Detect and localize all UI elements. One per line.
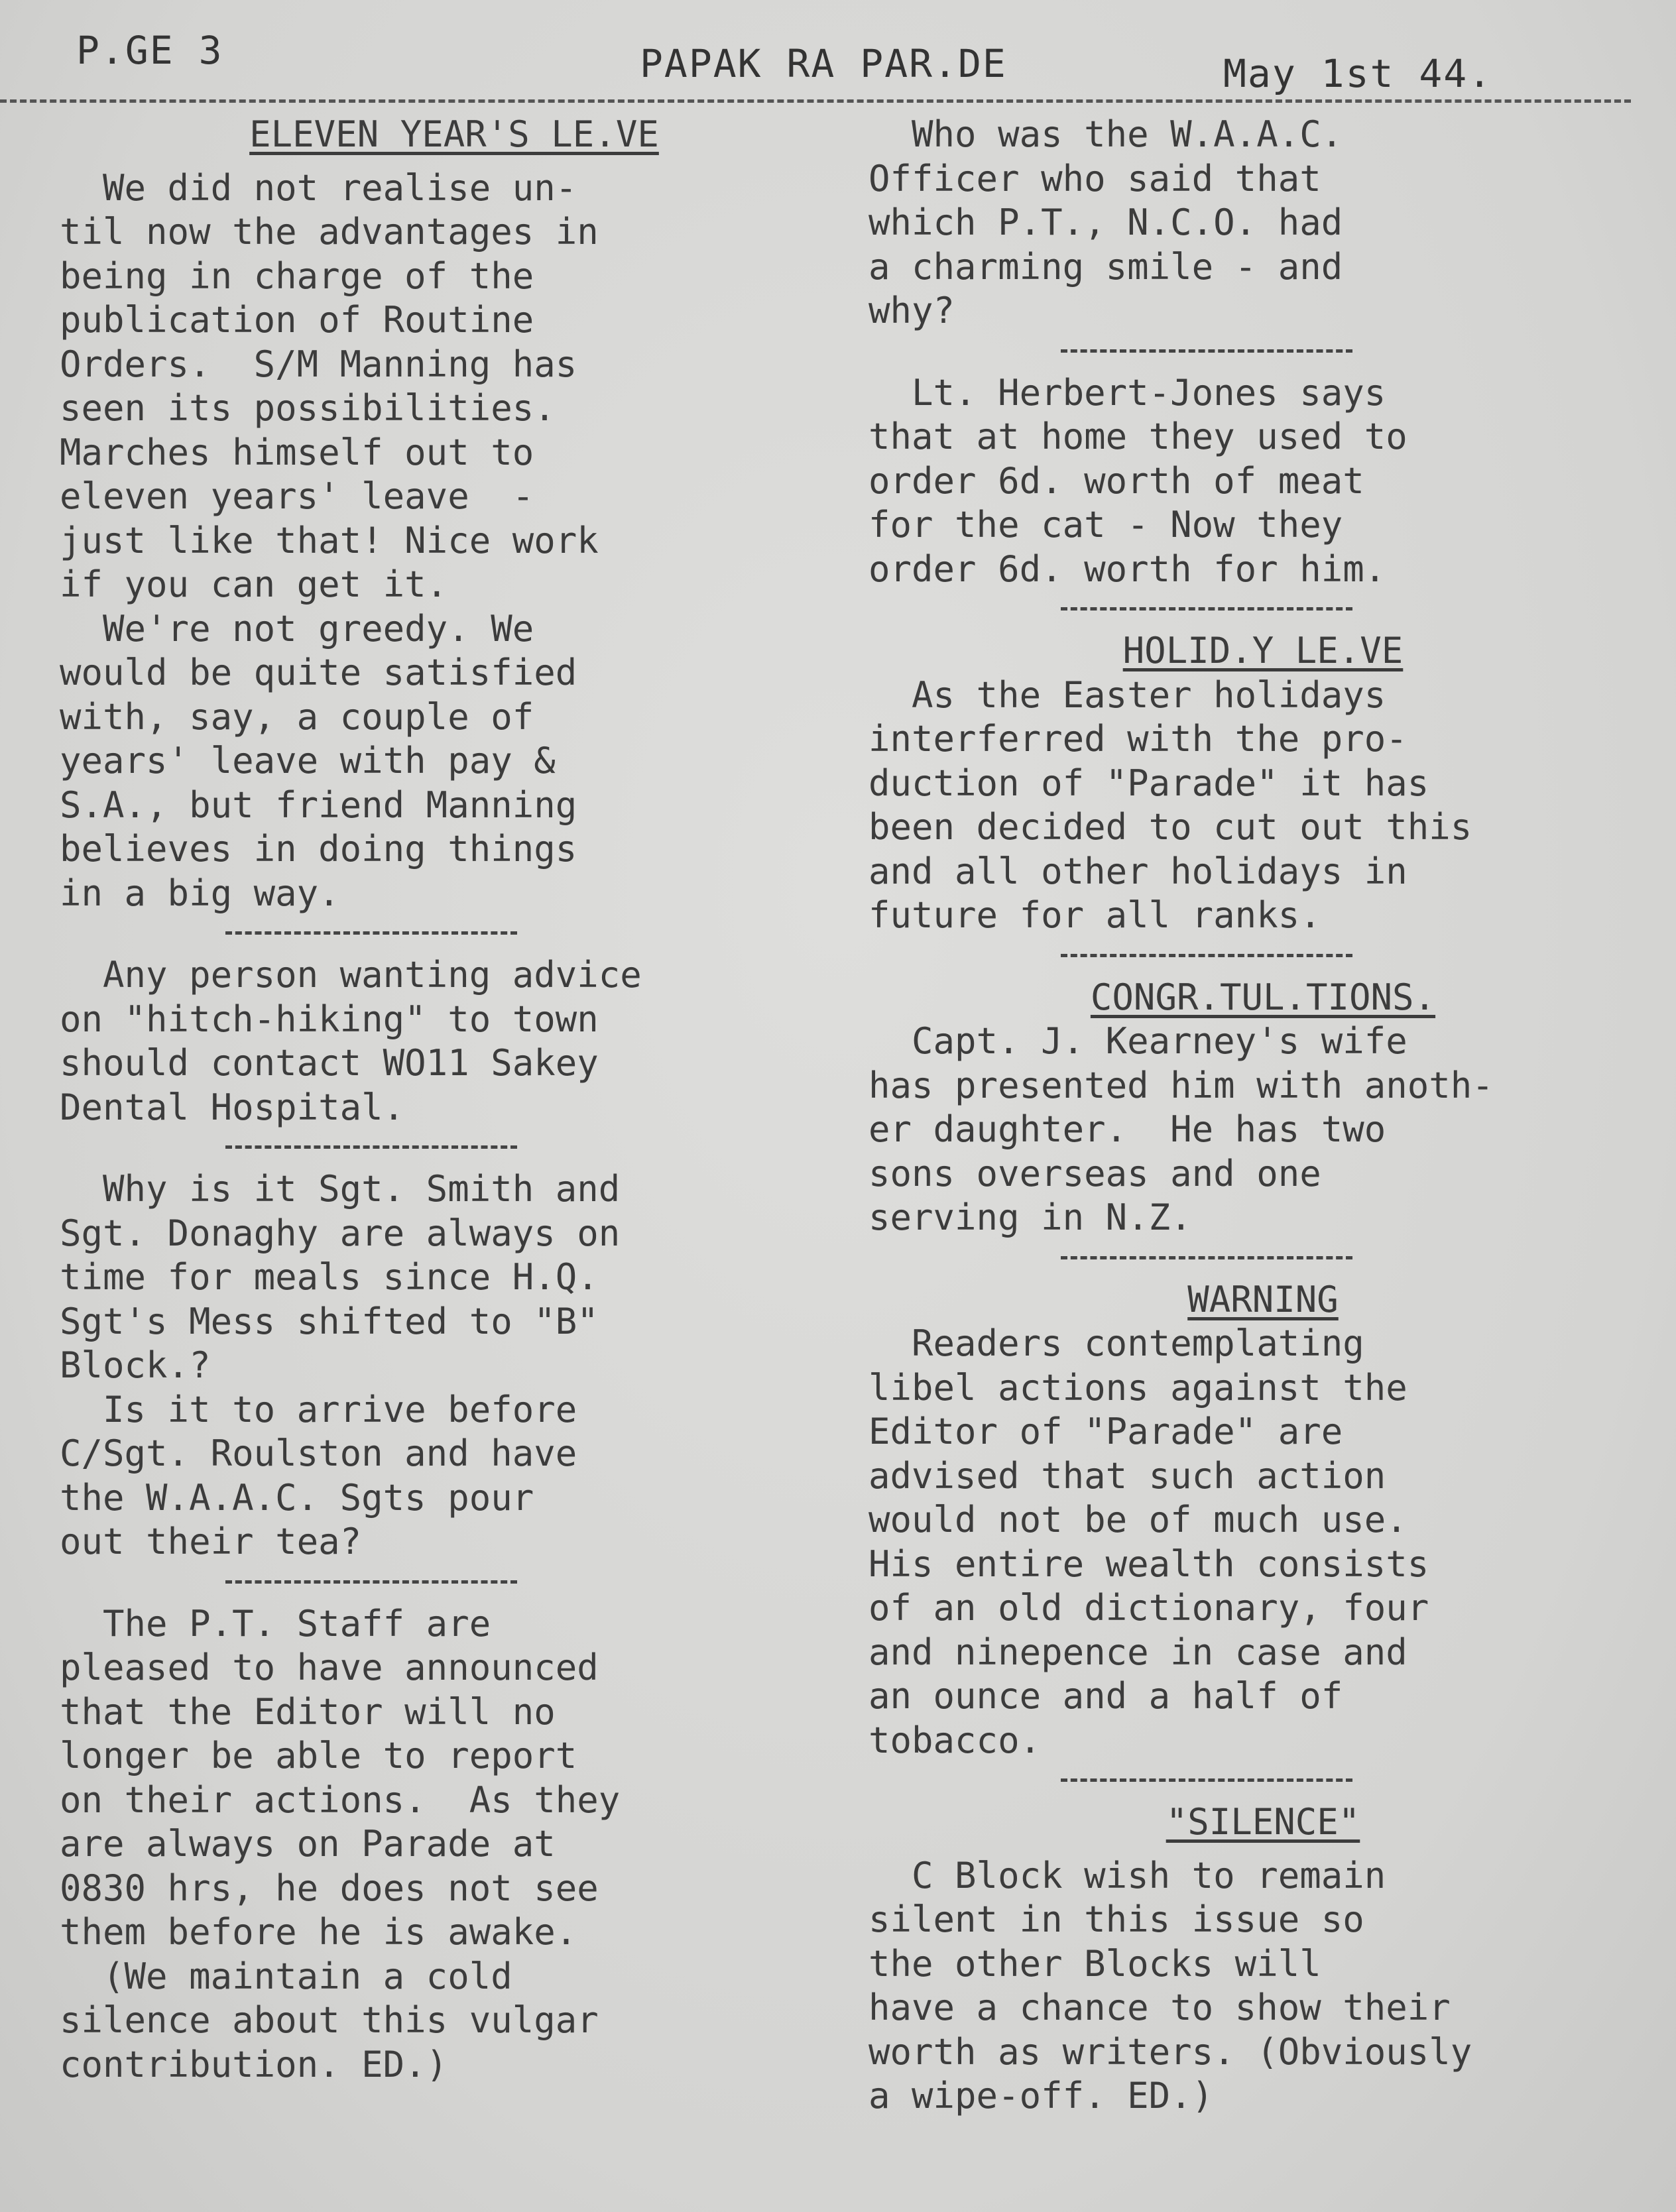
holiday-body: As the Easter holidays interferred with the pro- duction of "Parade" it has been decided to cut out this and all other holidays in future for all ranks.	[868, 673, 1472, 936]
silence-body: C Block wish to remain silent in this issue so the other Blocks will have a chance to show their worth as writers. (Obviously a wipe-off. ED.)	[868, 1854, 1472, 2117]
separator	[1061, 954, 1352, 957]
holiday-title: HOLID.Y LE.VE	[1122, 630, 1404, 671]
page-number: P.GE 3	[76, 28, 223, 73]
right-column	[868, 113, 1657, 2119]
left-column	[60, 113, 822, 2087]
separator	[1061, 349, 1352, 353]
separator	[1061, 1778, 1352, 1782]
waac-officer-body: Who was the W.A.A.C. Officer who said that which P.T., N.C.O. had a charming smile - and why?	[868, 113, 1343, 331]
pt-staff-body: The P.T. Staff are pleased to have announced that the Editor will no longer be able to report on their actions. As they are always on Parade at 0830 hrs, he does not see them before he is awake. (We maintain a cold silence about this vulgar contribution. ED.)	[60, 1602, 621, 2085]
issue-date: May 1st 44.	[1223, 51, 1493, 96]
congratulations-body: Capt. J. Kearney's wife has presented him with anoth- er daughter. He has two sons overseas and one serving in N.Z.	[868, 1020, 1494, 1238]
header-rule	[0, 99, 1631, 103]
herbert-jones-body: Lt. Herbert-Jones says that at home they used to order 6d. worth of meat for the cat - Now they order 6d. worth for him.	[868, 371, 1407, 590]
newsletter-title: PAPAK RA PAR.DE	[640, 41, 1007, 86]
warning-title: WARNING	[1187, 1278, 1339, 1320]
congratulations-title: CONGR.TUL.TIONS.	[1090, 976, 1436, 1018]
hitch-hiking-body: Any person wanting advice on "hitch-hiking" to town should contact WO11 Sakey Dental Hospital.	[60, 954, 642, 1128]
separator	[225, 1145, 517, 1149]
silence-title: "SILENCE"	[1166, 1801, 1360, 1843]
eleven-years-body: We did not realise un- til now the advantages in being in charge of the publication of Routine Orders. S/M Manning has seen its possibilities. Marches himself out to eleven years' leave - just like that! Nice work if you can get it. We're not greedy. We would be quite satisfied with, say, a couple of years' leave with pay & S.A., but friend Manning believes in doing things in a big way.	[60, 166, 599, 914]
warning-body: Readers contemplating libel actions against the Editor of "Parade" are advised that such action would not be of much use. His entire wealth consists of an old dictionary, four and ninepence in case and an ounce and a half of tobacco.	[868, 1322, 1429, 1761]
meals-body: Why is it Sgt. Smith and Sgt. Donaghy are always on time for meals since H.Q. Sgt's Mess shifted to "B" Block.? Is it to arrive before C/Sgt. Roulston and have the W.A.A.C. Sgts pour out their tea?	[60, 1168, 621, 1562]
separator	[225, 931, 517, 935]
separator	[225, 1580, 517, 1584]
separator	[1061, 607, 1352, 611]
eleven-years-title: ELEVEN YEAR'S LE.VE	[249, 113, 659, 155]
separator	[1061, 1256, 1352, 1259]
page-header	[0, 28, 1676, 101]
